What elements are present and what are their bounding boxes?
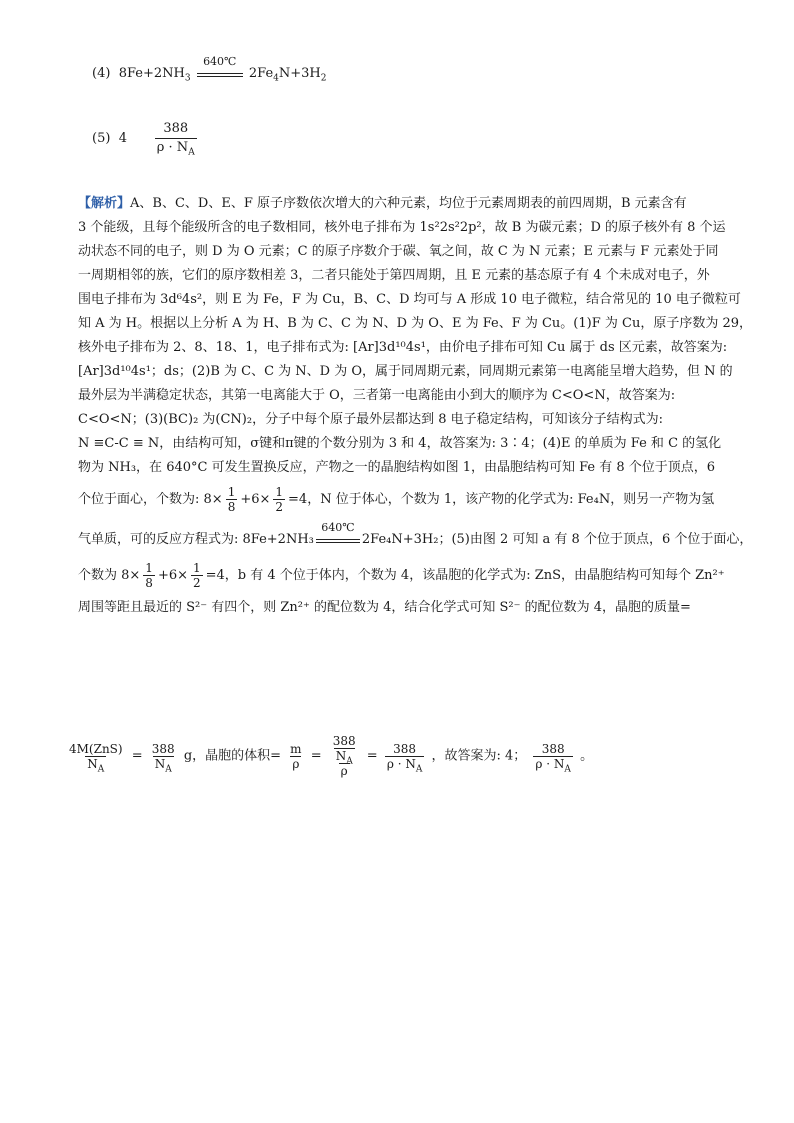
denominator-text: ρ · N (535, 756, 565, 771)
denominator-text: ρ · N (156, 140, 189, 155)
denominator-text: N (154, 756, 166, 771)
reaction-condition-text: 640℃ (321, 521, 355, 534)
fraction-denominator (155, 138, 197, 157)
analysis-line-15 (78, 556, 730, 596)
fraction-denominator (85, 756, 106, 774)
inner-denominator (334, 748, 355, 767)
fraction-numerator: 1 (227, 485, 236, 499)
analysis-line-1 (78, 192, 730, 216)
fraction-denominator: ρ (292, 756, 300, 771)
fraction-denominator (153, 756, 174, 774)
fraction-denominator: 2 (275, 500, 284, 514)
equals-sign: = (366, 748, 378, 764)
answer-5-fraction (155, 120, 197, 157)
fraction-denominator (385, 756, 425, 774)
denominator-sub: A (564, 763, 571, 774)
equals-sign: = (310, 748, 322, 764)
equals-sign: = (131, 748, 143, 764)
answer-4-rhs: 2Fe (248, 66, 274, 81)
fraction-one-half (273, 485, 285, 514)
fraction-numerator: 388 (541, 741, 565, 756)
analysis-line-3: 动状态不同的电子，则 D 为 O 元素；C 的原子序数介于碳、氧之间，故 C 为 N 元素；E 元素与 F 元素处于同 (78, 244, 719, 259)
fraction-denominator: ρ (340, 764, 348, 778)
fraction-one-half (191, 561, 203, 590)
answer-4-lhs: 8Fe+2NH (118, 66, 185, 81)
analysis-line-16: 周围等距且最近的 S²⁻ 有四个，则 Zn²⁺ 的配位数为 4，结合化学式可知 S²⁻ 的配位数为 4，晶胞的质量= (78, 600, 691, 615)
denominator-sub: A (165, 763, 172, 774)
fraction-denominator (533, 756, 573, 774)
line-14-text-b: 2Fe₄N+3H₂；(5)由图 2 可知 a 有 8 个位于顶点，6 个位于面心， (361, 532, 753, 547)
line-14-text-a: 气单质，可的反应方程式为: 8Fe+2NH₃ (78, 532, 314, 547)
denominator-sub: A (188, 147, 195, 158)
denominator-sub: A (415, 763, 423, 774)
fraction-numerator: 388 (151, 741, 175, 756)
denominator-text: N (87, 756, 98, 771)
fraction-denominator: 8 (227, 500, 236, 514)
fraction-denominator: 2 (193, 576, 201, 590)
denominator-sub: A (97, 763, 105, 774)
analysis-line-6: 知 A 为 H。根据以上分析 A 为 H、B 为 C、C 为 N、D 为 O、E 为 Fe、F 为 Cu。(1)F 为 Cu，原子序数为 29， (78, 316, 752, 331)
fraction-numerator (329, 734, 360, 767)
analysis-line-9: 最外层为半满稳定状态，其第一电离能大于 O，三者第一电离能由小到大的顺序为 C<O<N，故答案为: (78, 388, 676, 403)
fraction-denominator: 8 (145, 576, 153, 590)
analysis-block (78, 192, 753, 620)
fraction-answer (533, 741, 573, 774)
analysis-line-11: N ≡C-C ≡ N，由结构可知，σ键和π键的个数分别为 3 和 4，故答案为: 3∶4；(4)E 的单质为 Fe 和 C 的氢化 (78, 436, 722, 451)
fraction-compound (329, 734, 360, 778)
denominator-sub: A (346, 756, 353, 767)
final-text-2: ，故答案为: 4； (431, 748, 527, 764)
fraction-m-rho (288, 742, 303, 771)
fraction-numerator: 388 (163, 121, 189, 136)
answer-5 (92, 120, 200, 157)
answer-4-label: (4) (92, 66, 111, 81)
denominator-text: N (335, 749, 347, 763)
equals-arrow (197, 73, 243, 77)
fraction-one-eighth (143, 561, 155, 590)
analysis-line-12: 物为 NH₃，在 640°C 可发生置换反应，产物之一的晶胞结构如图 1，由晶胞结构可知 Fe 有 8 个位于顶点，6 (78, 460, 716, 475)
line-13-text-c: =4，N 位于体心，个数为 1，该产物的化学式为: Fe₄N，则另一产物为氢 (288, 492, 715, 507)
analysis-tag: 【解析】 (78, 196, 131, 211)
fraction-numerator: 388 (393, 741, 417, 756)
answer-4-equation (92, 55, 327, 84)
analysis-line-10: C<O<N；(3)(BC)₂ 为(CN)₂，分子中每个原子最外层都达到 8 电子稳定结构，可知该分子结构式为: (78, 412, 664, 427)
analysis-line-2: 3 个能级，且每个能级所含的电子数相同，核外电子排布为 1s²2s²2p²，故 B 为碳元素；D 的原子核外有 8 个运 (78, 220, 726, 235)
fraction-numerator: m (290, 741, 302, 756)
reaction-condition (197, 55, 243, 77)
reaction-condition (316, 521, 360, 543)
analysis-line-7: 核外电子排布为 2、8、18、1，电子排布式为: [Ar]3d¹⁰4s¹，由价电子排布可知 Cu 属于 ds 区元素，故答案为: (78, 340, 728, 355)
fraction-388-na (150, 741, 177, 774)
fraction-numerator: 1 (193, 561, 201, 575)
fraction-numerator: 4M(ZnS) (69, 741, 123, 756)
answer-5-value: 4 (118, 131, 127, 146)
fraction-numerator: 1 (145, 561, 153, 575)
line-15-text-c: =4，b 有 4 个位于体内，个数为 4，该晶胞的化学式为: ZnS，由晶胞结构可知每个 Zn²⁺ (205, 568, 725, 583)
equals-arrow (316, 539, 360, 543)
line-13-text-b: +6× (240, 492, 271, 507)
analysis-line-14 (78, 520, 753, 556)
analysis-line-8: [Ar]3d¹⁰4s¹；ds；(2)B 为 C、C 为 N、D 为 O，属于同周期元素，同周期元素第一电离能呈增大趋势，但 N 的 (78, 364, 733, 379)
line-15-text-b: +6× (157, 568, 188, 583)
denominator-text: ρ · N (386, 756, 416, 771)
analysis-line-1-text: A、B、C、D、E、F 原子序数依次增大的六种元素，均位于元素周期表的前四周期，B 元素含有 (130, 196, 687, 211)
fraction-mass (67, 741, 125, 774)
analysis-line-13 (78, 480, 730, 520)
analysis-line-5: 围电子排布为 3d⁶4s²，则 E 为 Fe，F 为 Cu，B、C、D 均可与 A 形成 10 电子微粒，结合常见的 10 电子微粒可 (78, 292, 741, 307)
analysis-line-4: 一周期相邻的族，它们的原序数相差 3，二者只能处于第四周期，且 E 元素的基态原子有 4 个未成对电子，外 (78, 268, 710, 283)
fraction-one-eighth (226, 485, 238, 514)
line-13-text-a: 个位于面心，个数为: 8× (78, 492, 223, 507)
answer-5-label: (5) (92, 131, 111, 146)
answer-4-rhs-sub2: 2 (320, 73, 327, 84)
fraction-388-rho-na (385, 741, 425, 774)
inner-fraction (331, 734, 358, 767)
inner-numerator: 388 (332, 734, 356, 748)
line-15-text-a: 个数为 8× (78, 568, 141, 583)
reaction-condition-text: 640℃ (203, 55, 237, 68)
fraction-numerator: 1 (275, 485, 284, 499)
final-text-3: 。 (580, 748, 594, 764)
answer-4-lhs-sub: 3 (184, 73, 191, 84)
final-text-1: g，晶胞的体积= (183, 748, 282, 764)
answer-4-rhs-mid: N+3H (278, 66, 321, 81)
analysis-final-line (64, 734, 593, 778)
answer-4-rhs-sub1: 4 (273, 73, 279, 84)
